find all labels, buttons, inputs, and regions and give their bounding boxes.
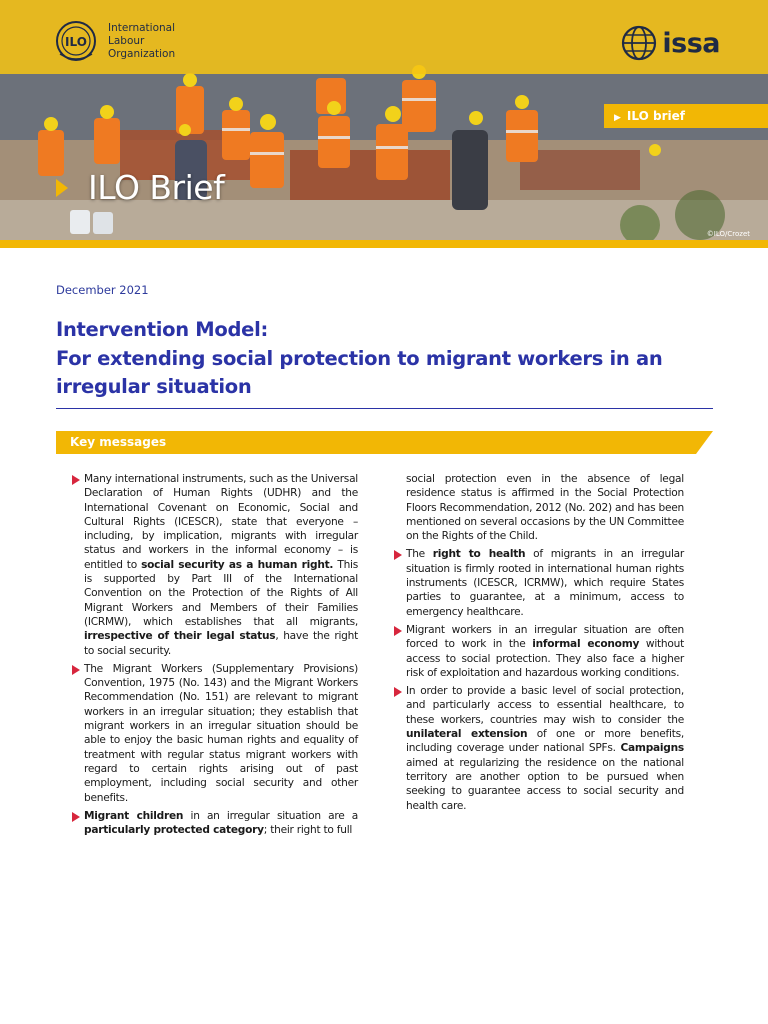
emphasis-text: right to health	[432, 548, 526, 561]
org-line: Labour	[108, 34, 145, 47]
banner-cap	[696, 431, 713, 454]
triangle-bullet-icon	[72, 665, 80, 675]
key-messages-banner	[56, 431, 713, 454]
body-text: Migrant workers in an irregular situation are often forced to work in the	[406, 623, 684, 651]
emphasis-text: particularly protected category	[84, 824, 264, 837]
tag-label: ILO brief	[626, 109, 685, 123]
body-text: This is supported by Part III of the International Convention on the Protection of the Rights of All Migrant Workers and Members of their Families (ICRMW), which establishes that all migrants,	[84, 558, 358, 628]
ilo-logo-text	[108, 22, 175, 61]
title-line: Intervention Model:	[56, 318, 268, 341]
emphasis-text: irrespective of their legal status	[84, 630, 276, 643]
body-text: The	[406, 548, 433, 561]
header-banner	[0, 0, 768, 248]
series-title-label: ILO Brief	[88, 168, 225, 207]
body-text: in an irregular situation are a	[183, 809, 358, 822]
title-line: For extending social protection to migrant workers in an	[56, 346, 663, 370]
title-line: irregular situation	[56, 375, 252, 398]
body-text: of migrants in an irregular situation is firmly rooted in international human rights instruments (ICESCR, ICRMW), which require States parties to guarantee, at a minimum, access to emergency healthcare.	[406, 548, 684, 618]
org-line: International	[108, 21, 176, 34]
body-text: social protection even in the absence of legal residence status is affirmed in the Social Protection Floors Recommendation, 2012 (No. 202) and has been mentioned on several occasions by the UN Committee on the Rights of the Child.	[406, 473, 684, 543]
key-messages-left-column	[72, 472, 358, 841]
key-message-paragraph	[72, 809, 358, 838]
triangle-right-icon: ▶	[614, 113, 621, 123]
emphasis-text: social security as a human right.	[141, 558, 334, 571]
triangle-bullet-icon	[394, 687, 402, 697]
body-text: without access to social protection. They also face a higher risk of exploitation and hazardous working conditions.	[406, 638, 684, 679]
emphasis-text: unilateral extension	[406, 728, 528, 741]
emphasis-text: informal economy	[532, 638, 640, 651]
key-message-paragraph	[72, 472, 358, 658]
ilo-brief-tag	[604, 104, 768, 128]
ilo-logo	[52, 20, 175, 62]
triangle-bullet-icon	[394, 550, 402, 560]
body-text: In order to provide a basic level of social protection, and particularly access to essential healthcare, to these workers, countries may wish to consider the	[406, 685, 684, 726]
emphasis-text: Campaigns	[620, 742, 684, 755]
key-messages-right-column	[394, 472, 684, 817]
body-text: aimed at regularizing the residence on the national territory are another option to be pursued when seeking to guarantee access to social security and health care.	[406, 756, 684, 812]
triangle-bullet-icon	[72, 475, 80, 485]
globe-icon	[620, 24, 658, 62]
key-message-paragraph	[72, 662, 358, 805]
body-text: of one or more benefits, including coverage under national SPFs.	[406, 728, 684, 755]
triangle-bullet-icon	[394, 626, 402, 636]
body-text: Many international instruments, such as the Universal Declaration of Human Rights (UDHR) and the International Covenant on Economic, Social and Cultural Rights (ICESCR), state that everyone – including, by implication, migrants with irregular status and workers in the informal economy – is entitled to	[84, 473, 358, 571]
triangle-bullet-icon	[56, 179, 68, 197]
key-message-paragraph	[394, 472, 684, 543]
svg-text:ILO: ILO	[65, 35, 87, 49]
issa-logo	[620, 24, 720, 62]
key-message-paragraph	[394, 684, 684, 813]
document-title	[56, 316, 716, 402]
body-text: The Migrant Workers (Supplementary Provisions) Convention, 1975 (No. 143) and the Migrant Workers Recommendation (No. 151) are relevant to migrant workers in an irregular situation; they establish that migrant workers in an irregular situation should be able to enjoy the basic human rights and equality of treatment with regular status migrant workers with regard to certain rights arising out of past employment, including social security and other benefits.	[84, 662, 358, 804]
triangle-bullet-icon	[72, 812, 80, 822]
body-text: , have the right to social security.	[84, 630, 358, 657]
key-message-paragraph	[394, 623, 684, 680]
issa-wordmark: issa	[662, 27, 720, 59]
publication-date: December 2021	[56, 283, 149, 297]
header-bottom-bar	[0, 240, 768, 248]
body-text: ; their right to full	[263, 824, 353, 837]
key-message-paragraph	[394, 547, 684, 618]
org-line: Organization	[108, 47, 176, 60]
title-divider	[56, 408, 713, 409]
emphasis-text: Migrant children	[84, 809, 184, 822]
key-messages-heading: Key messages	[70, 435, 167, 449]
ilo-emblem-icon	[52, 20, 100, 62]
series-title	[56, 168, 224, 207]
photo-credit: ©ILO/Crozet	[706, 230, 750, 238]
